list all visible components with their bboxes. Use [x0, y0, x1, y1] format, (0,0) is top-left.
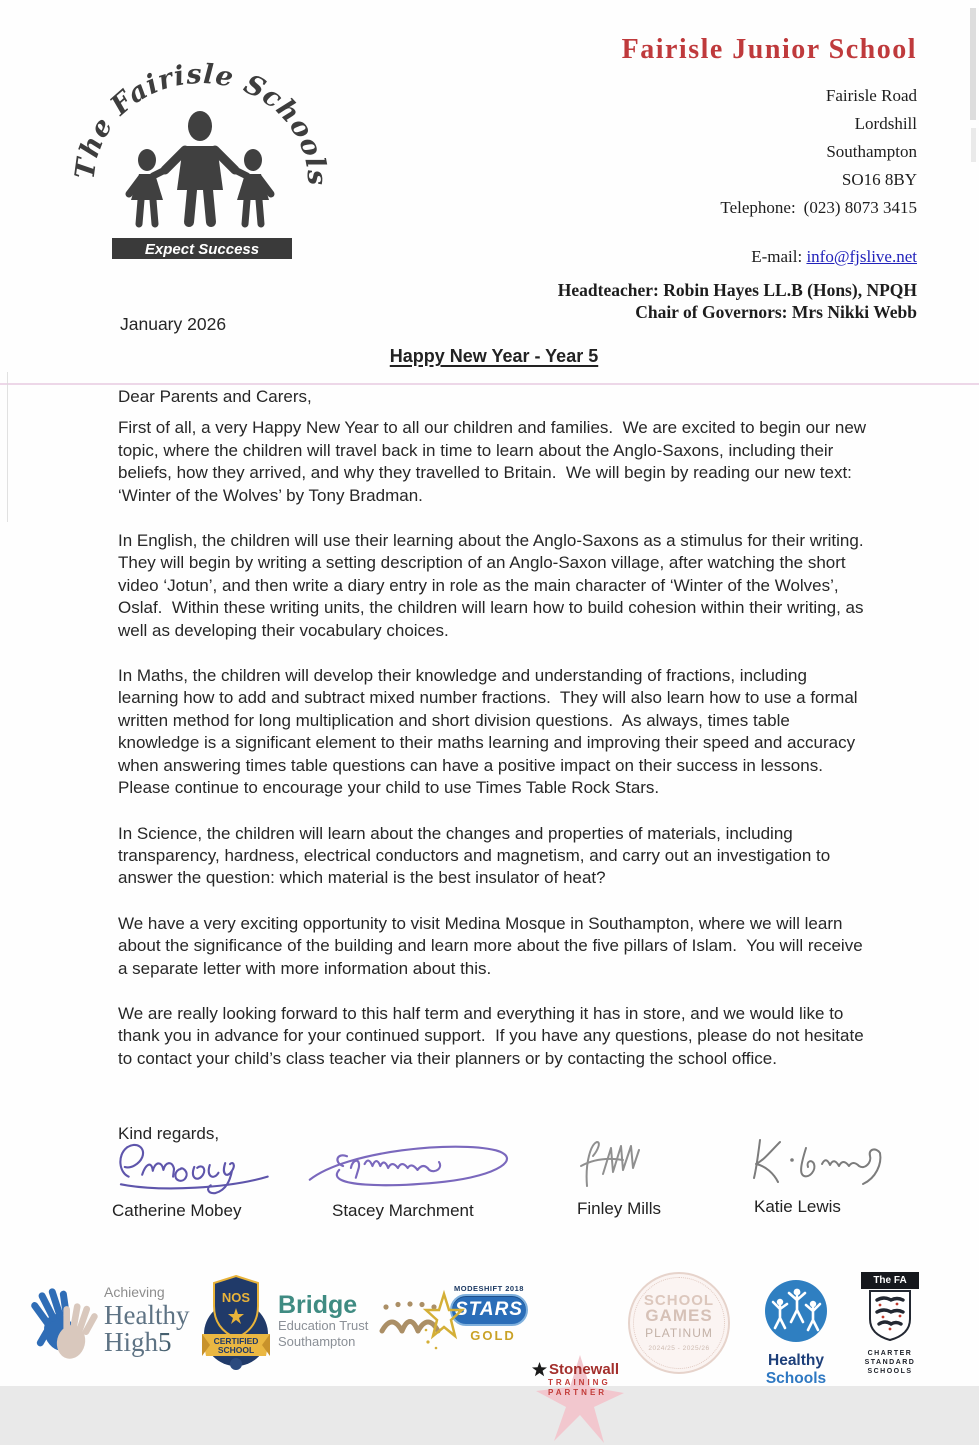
- logo-figures-icon: [129, 111, 271, 224]
- signatory-name: Katie Lewis: [754, 1197, 841, 1216]
- signature-block: [112, 1138, 327, 1221]
- body-paragraph: In Maths, the children will develop their knowledge and understanding of fractions, including learning how to add and subtract mixed number fractions. They will also learn how to use a formal written method for long multiplication and short division questions. As always, times table knowledge is a significant element to their maths learning and improving their speed and accuracy when answering times table questions can have a positive impact on their success in lessons. Please continue to encourage your child to use Times Table Rock Stars.: [118, 666, 863, 798]
- games-label: GAMES: [645, 1306, 713, 1325]
- bridge-title: Bridge: [278, 1291, 358, 1319]
- the-fa-label: The FA: [861, 1272, 919, 1289]
- healthy-schools-icon: [763, 1278, 829, 1344]
- logo-banner-text: Expect Success: [144, 241, 260, 258]
- logo-healthy-schools: [736, 1278, 856, 1388]
- high5-label: High5: [104, 1327, 172, 1357]
- signature-block: [300, 1138, 540, 1221]
- body-paragraph: First of all, a very Happy New Year to all our children and families. We are excited to begin our new topic, where the children will travel back in time to learn about the Anglo-Saxons, including their beliefs, how they arrived, and why they travelled to Britain. We will begin by reading our new text: ‘Winter of the Wolves’ by Tony Bradman.: [118, 418, 871, 505]
- bridge-city: Southampton: [278, 1334, 356, 1349]
- platinum-label: PLATINUM: [645, 1326, 713, 1340]
- logo-fa-charter-standard: [858, 1272, 922, 1376]
- telephone-label: Telephone:: [720, 198, 796, 217]
- address-line: Fairisle Road: [825, 86, 917, 105]
- scan-artifact-line: [7, 372, 8, 522]
- email-label: E-mail:: [751, 247, 803, 266]
- signature-catherine-mobey: [112, 1138, 322, 1194]
- school-games-badge: [628, 1272, 730, 1374]
- closing-line: Kind regards,: [118, 1124, 220, 1143]
- logo-modeshift-stars-gold: [428, 1284, 536, 1343]
- signature-finley-mills: [565, 1134, 685, 1192]
- email-link[interactable]: info@fjslive.net: [806, 247, 917, 266]
- body-paragraph: We have a very exciting opportunity to visit Medina Mosque in Southampton, where we will learn about the significance of the building and learn more about the five pillars of Islam. You will receive a separate letter with more information about this.: [118, 913, 868, 978]
- modeshift-label: MODESHIFT 2018: [454, 1284, 524, 1293]
- healthy-schools-label: Healthy Schools: [765, 1352, 827, 1387]
- scan-artifact-edge: [970, 8, 976, 120]
- accreditation-logos-footer: [0, 1270, 979, 1397]
- salutation: Dear Parents and Carers,: [118, 387, 312, 406]
- charter-standard-schools-label: CHARTER STANDARD SCHOOLS: [864, 1350, 916, 1375]
- signatory-name: Finley Mills: [577, 1199, 662, 1218]
- letter-body: [118, 386, 873, 1093]
- telephone-line: [558, 194, 917, 222]
- certified-label: CERTIFIED: [213, 1336, 259, 1346]
- scan-artifact-line: [0, 383, 979, 385]
- school-label: SCHOOL: [217, 1345, 255, 1355]
- logo-arc-text: The Fairisle Schools: [70, 58, 332, 187]
- headteacher-line: Headteacher: Robin Hayes LL.B (Hons), NPQH: [557, 280, 917, 300]
- high-five-hands-icon: [26, 1276, 102, 1370]
- stonewall-label: Stonewall: [549, 1361, 620, 1378]
- address-line: Southampton: [826, 142, 917, 161]
- healthy-high5-text: [104, 1276, 189, 1356]
- fairisle-logo-graphic: [70, 46, 332, 268]
- signature-block: [742, 1130, 912, 1217]
- body-paragraph: In Science, the children will learn about the changes and properties of materials, including transparency, hardness, electrical conductors and magnetism, and carry out an investigation to answer the question: which material is the best insulator of heat?: [118, 823, 835, 888]
- signatory-name: Catherine Mobey: [112, 1201, 242, 1220]
- school-label: SCHOOL: [643, 1292, 715, 1309]
- logo-bridge-education-trust: [278, 1292, 442, 1350]
- black-star-icon: [532, 1362, 547, 1377]
- body-paragraph: In English, the children will use their learning about the Anglo-Saxons as a stimulus for their writing. They will begin by writing a setting description of an Anglo-Saxon village, after watching the short video ‘Jotun’, and then write a diary entry in role as the main character of ‘Winter of the Wolves’, Oslaf. Within these writing units, the children will learn how to build cohesion within their writing, as well as developing their vocabulary choices.: [118, 531, 873, 640]
- scan-artifact-edge: [971, 128, 976, 162]
- signature-stacey-marchment: [300, 1138, 535, 1194]
- gold-label: GOLD: [470, 1328, 516, 1343]
- achieving-label: Achieving: [104, 1284, 165, 1300]
- nos-label: NOS: [221, 1290, 251, 1305]
- logo-stonewall-training-partner: [532, 1361, 628, 1398]
- signature-block: [565, 1134, 705, 1219]
- stonewall-title-row: [532, 1361, 628, 1378]
- logo-banner: [112, 238, 292, 259]
- logo-healthy-high5: [26, 1276, 189, 1370]
- stars-label: STARS: [450, 1294, 528, 1326]
- address-line: SO16 8BY: [841, 170, 917, 189]
- letter-title: Happy New Year - Year 5: [389, 346, 599, 366]
- signature-katie-lewis: [742, 1130, 902, 1190]
- training-partner-label: TRAINING PARTNER: [548, 1378, 611, 1397]
- bridge-subtitle: Education Trust: [278, 1318, 369, 1333]
- address-line: Lordshill: [854, 114, 917, 133]
- bridge-text: [278, 1292, 368, 1350]
- signatory-name: Stacey Marchment: [332, 1201, 474, 1220]
- school-name: Fairisle Junior School: [621, 34, 917, 65]
- fairisle-schools-logo: [70, 46, 332, 273]
- chair-of-governors-line: Chair of Governors: Mrs Nikki Webb: [635, 302, 917, 322]
- email-line: [558, 247, 917, 267]
- logo-school-games-platinum: [628, 1272, 730, 1374]
- logo-nos-certified-school: [200, 1272, 272, 1381]
- body-paragraph: We are really looking forward to this half term and everything it has in store, and we would like to thank you in advance for your continued support. If you have any questions, please do not hesitate to contact your child’s class teacher via their planners or by contacting the school office.: [118, 1003, 869, 1068]
- years-label: 2024/25 - 2025/26: [648, 1345, 710, 1352]
- telephone-number: (023) 8073 3415: [803, 198, 917, 217]
- letter-date: January 2026: [120, 314, 227, 334]
- healthy-label: Healthy: [104, 1300, 190, 1330]
- three-lions-crest-icon: [867, 1289, 913, 1341]
- letterhead: [558, 34, 917, 323]
- gold-star-icon: [422, 1290, 462, 1354]
- nos-badge-icon: [200, 1272, 272, 1376]
